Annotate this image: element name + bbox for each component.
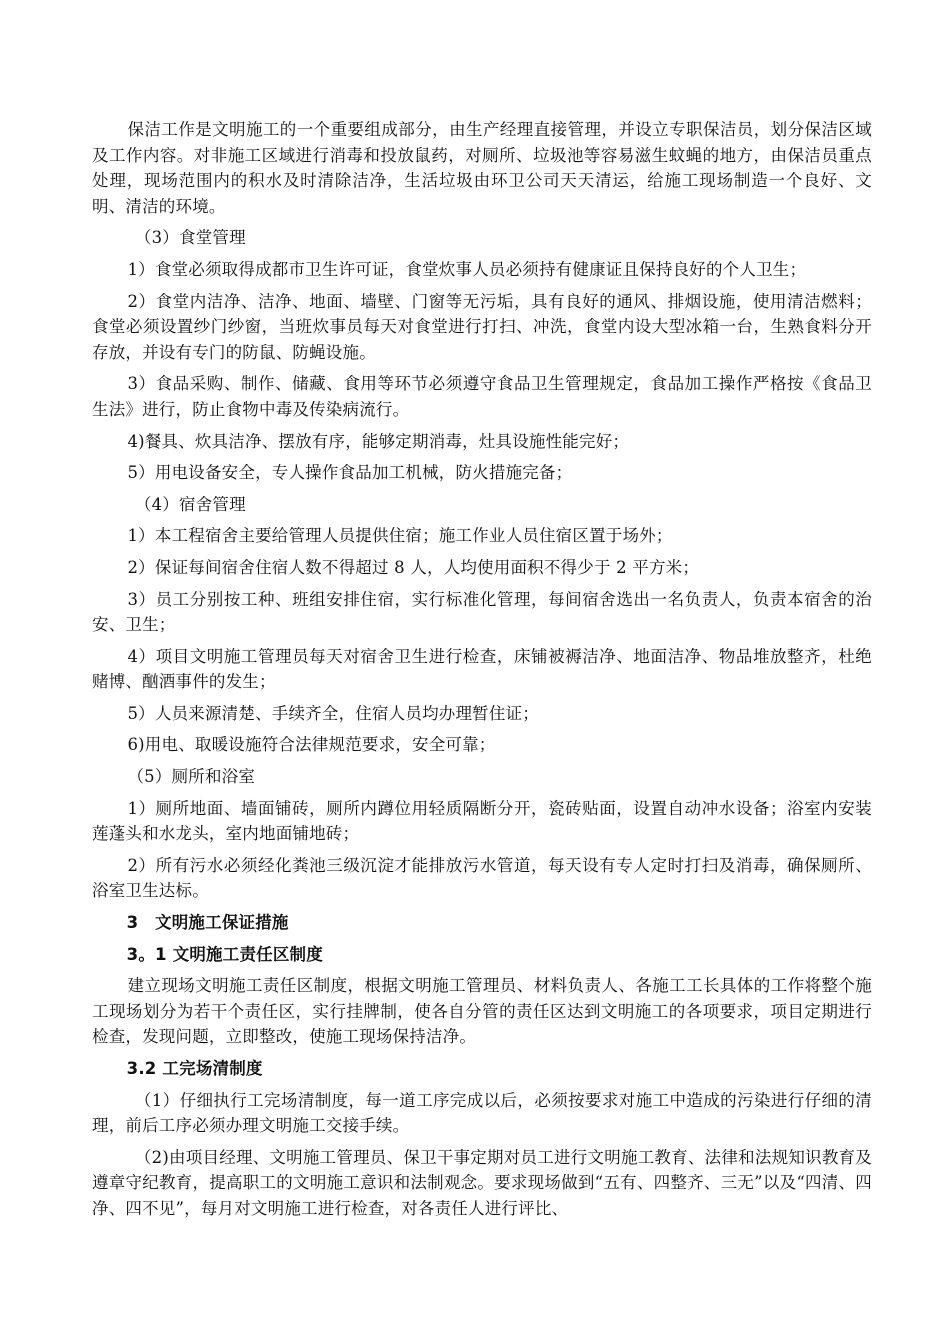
list-item: 2）保证每间宿舍住宿人数不得超过 8 人，人均使用面积不得少于 2 平方米； (127, 557, 700, 577)
list-item: （2)由项目经理、文明施工管理员、保卫干事定期对员工进行文明施工教育、法律和法规知识教育及遵章守纪教育，提高职工的文明施工意识和法制观念。要求现场做到“五有、四整齐、三无”以及“四清、四净、四不见”，每月对文明施工进行检查，对各责任人进行评比、 (92, 1147, 872, 1218)
list-item: 6)用电、取暖设施符合法律规范要求，安全可靠； (127, 735, 496, 755)
heading-toilet-bathroom: （5）厕所和浴室 (127, 767, 256, 787)
section-heading-3: 3 文明施工保证措施 (126, 913, 289, 933)
list-item: 3）员工分别按工种、班组安排住宿，实行标准化管理，每间宿舍选出一名负责人，负责本宿舍的治安、卫生； (92, 589, 872, 635)
list-item: 4）项目文明施工管理员每天对宿舍卫生进行检查，床铺被褥洁净、地面洁净、物品堆放整齐，杜绝赌博、酗酒事件的发生； (92, 646, 872, 692)
list-item: （1）仔细执行工完场清制度，每一道工序完成以后，必须按要求对施工中造成的污染进行仔细的清理，前后工序必须办理文明施工交接手续。 (92, 1090, 872, 1136)
list-item: 2）食堂内洁净、洁净、地面、墙壁、门窗等无污垢，具有良好的通风、排烟设施，使用清洁燃料；食堂必须设置纱门纱窗，当班炊事员每天对食堂进行打扫、冲洗，食堂内设大型冰箱一台，生熟食料分开存放，并设有专门的防鼠、防蝇设施。 (92, 291, 872, 362)
heading-dormitory-management: （4）宿舍管理 (134, 494, 246, 514)
list-item: 3）食品采购、制作、储藏、食用等环节必须遵守食品卫生管理规定，食品加工操作严格按《食品卫生法》进行，防止食物中毒及传染病流行。 (92, 374, 872, 419)
heading-canteen-management: （3）食堂管理 (134, 228, 246, 248)
list-item: 1）食堂必须取得成都市卫生许可证，食堂炊事人员必须持有健康证且保持良好的个人卫生； (127, 259, 807, 279)
list-item: 5）用电设备安全，专人操作食品加工机械，防火措施完备； (127, 463, 573, 483)
list-item: 1）本工程宿舍主要给管理人员提供住宿；施工作业人员住宿区置于场外； (127, 526, 673, 546)
list-item: 1）厕所地面、墙面铺砖，厕所内蹲位用轻质隔断分开，瓷砖贴面，设置自动冲水设备；浴室内安装莲蓬头和水龙头，室内地面铺地砖； (92, 798, 872, 844)
section-heading-3-2: 3.2 工完场清制度 (126, 1059, 263, 1078)
list-item: 4)餐具、炊具洁净、摆放有序，能够定期消毒，灶具设施性能完好； (127, 431, 630, 451)
list-item: 2）所有污水必须经化粪池三级沉淀才能排放污水管道，每天设有专人定时打扫及消毒，确保厕所、浴室卫生达标。 (92, 855, 872, 901)
paragraph-responsibility-zone: 建立现场文明施工责任区制度，根据文明施工管理员、材料负责人、各施工工长具体的工作将整个施工现场划分为若干个责任区，实行挂牌制，使各自分管的责任区达到文明施工的各项要求，项目定期进行检查，发现问题，立即整改，使施工现场保持洁净。 (92, 976, 872, 1047)
section-heading-3-1: 3。1 文明施工责任区制度 (126, 944, 323, 964)
document-body (92, 117, 872, 1222)
paragraph-cleaning: 保洁工作是文明施工的一个重要组成部分，由生产经理直接管理，并设立专职保洁员，划分保洁区域及工作内容。对非施工区域进行消毒和投放鼠药，对厕所、垃圾池等容易滋生蚊蝇的地方，由保洁员重点处理，现场范围内的积水及时清除洁净，生活垃圾由环卫公司天天清运，给施工现场制造一个良好、文明、清洁的环境。 (92, 120, 872, 216)
list-item: 5）人员来源清楚、手续齐全，住宿人员均办理暂住证； (127, 703, 539, 723)
